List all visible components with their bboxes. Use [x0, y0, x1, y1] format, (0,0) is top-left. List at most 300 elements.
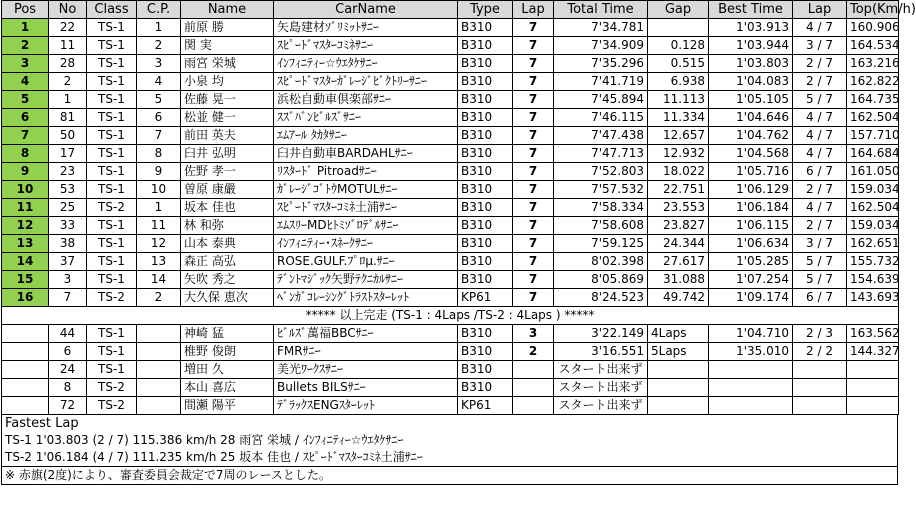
cell-carname: ｽﾋﾟｰﾄﾞﾏｽﾀｰｺﾐﾈｻﾆｰ — [274, 37, 458, 55]
cell-carname: ｴﾑｱｰﾙ ﾀｶﾀｻﾆｰ — [274, 127, 458, 145]
cell-cp: 1 — [137, 19, 181, 37]
cell-top-speed: 164.534 — [847, 37, 899, 55]
cell-best-time — [709, 397, 793, 415]
cell-no: 23 — [49, 163, 87, 181]
cell-total-time: 7'57.532 — [554, 181, 648, 199]
cell-class: TS-1 — [87, 109, 137, 127]
cell-no: 22 — [49, 19, 87, 37]
cell-carname: ROSE.GULF.ﾌﾟﾛμ.ｻﾆｰ — [274, 253, 458, 271]
cell-type: B310 — [458, 37, 513, 55]
cell-total-time: 8'24.523 — [554, 289, 648, 307]
cell-cp: 10 — [137, 181, 181, 199]
cell-pos: 4 — [2, 73, 49, 91]
cell-name: 佐藤 晃一 — [181, 91, 274, 109]
table-row — [2, 91, 899, 109]
cell-top-speed: 163.216 — [847, 55, 899, 73]
cell-carname: ｲﾝﾌｨﾆﾃｨｰ･ｽﾈｰｸｻﾆｰ — [274, 235, 458, 253]
cell-total-time: スタート出来ず — [554, 397, 648, 415]
cell-class: TS-2 — [87, 289, 137, 307]
cell-gap: 18.022 — [648, 163, 709, 181]
cell-name: 松並 健一 — [181, 109, 274, 127]
cell-top-speed: 144.327 — [847, 343, 899, 361]
cell-lap: 2 — [513, 343, 554, 361]
cell-best-lap: 5 / 7 — [793, 253, 847, 271]
cell-total-time: 7'52.803 — [554, 163, 648, 181]
header-total-time: Total Time — [554, 1, 648, 19]
cell-type: B310 — [458, 217, 513, 235]
cell-best-time: 1'04.568 — [709, 145, 793, 163]
cell-class: TS-2 — [87, 199, 137, 217]
cell-pos: 5 — [2, 91, 49, 109]
cell-class: TS-1 — [87, 343, 137, 361]
cell-name: 増田 久 — [181, 361, 274, 379]
cell-class: TS-2 — [87, 379, 137, 397]
cell-pos: 15 — [2, 271, 49, 289]
cell-top-speed: 160.906 — [847, 19, 899, 37]
cell-cp: 1 — [137, 199, 181, 217]
cell-carname: ｽｽﾞﾊﾞﾝﾋﾞﾙｽﾞｻﾆｰ — [274, 109, 458, 127]
cell-best-time: 1'06.634 — [709, 235, 793, 253]
cell-best-lap: 4 / 7 — [793, 145, 847, 163]
cell-gap: 6.938 — [648, 73, 709, 91]
cell-gap: 12.932 — [648, 145, 709, 163]
cell-lap — [513, 379, 554, 397]
cell-no: 17 — [49, 145, 87, 163]
cell-type: B310 — [458, 127, 513, 145]
table-row — [2, 19, 899, 37]
table-row — [2, 397, 899, 415]
cell-type: B310 — [458, 379, 513, 397]
cell-carname: ｽﾋﾟｰﾄﾞﾏｽﾀｰｺﾐﾈ土浦ｻﾆｰ — [274, 199, 458, 217]
cell-best-time: 1'07.254 — [709, 271, 793, 289]
cell-carname: 矢島建材ｿﾞﾘﾐｯﾄｻﾆｰ — [274, 19, 458, 37]
cell-lap: 7 — [513, 181, 554, 199]
cell-no: 72 — [49, 397, 87, 415]
cell-lap: 7 — [513, 73, 554, 91]
cell-best-lap: 3 / 7 — [793, 37, 847, 55]
cell-pos: 9 — [2, 163, 49, 181]
cell-name: 曽原 康嚴 — [181, 181, 274, 199]
cell-pos — [2, 397, 49, 415]
cell-class: TS-1 — [87, 73, 137, 91]
cell-type: B310 — [458, 199, 513, 217]
cell-top-speed — [847, 361, 899, 379]
cell-lap: 7 — [513, 127, 554, 145]
cell-top-speed — [847, 397, 899, 415]
cell-cp: 5 — [137, 91, 181, 109]
fastest-lap-section — [1, 415, 898, 485]
cell-best-lap: 2 / 7 — [793, 217, 847, 235]
cell-name: 小泉 均 — [181, 73, 274, 91]
header-row — [2, 1, 899, 19]
cell-gap: 24.344 — [648, 235, 709, 253]
cell-class: TS-1 — [87, 37, 137, 55]
cell-total-time: 7'34.909 — [554, 37, 648, 55]
cell-best-lap: 2 / 7 — [793, 73, 847, 91]
results-table — [1, 0, 916, 415]
cell-carname: ﾍﾞﾝｶﾞｺﾚｰｼﾝｸﾞﾄﾗｽﾄｽﾀｰﾚｯﾄ — [274, 289, 458, 307]
cell-no: 33 — [49, 217, 87, 235]
cell-best-lap — [793, 379, 847, 397]
cell-name: 臼井 弘明 — [181, 145, 274, 163]
cell-best-lap: 4 / 7 — [793, 109, 847, 127]
cell-type: B310 — [458, 55, 513, 73]
cell-top-speed: 155.732 — [847, 253, 899, 271]
cell-class: TS-1 — [87, 19, 137, 37]
cell-cp: 13 — [137, 253, 181, 271]
cell-cp: 11 — [137, 217, 181, 235]
cell-no: 50 — [49, 127, 87, 145]
cell-best-time: 1'03.944 — [709, 37, 793, 55]
cell-top-speed: 162.504 — [847, 109, 899, 127]
cell-total-time: スタート出来ず — [554, 361, 648, 379]
cell-top-speed: 159.034 — [847, 217, 899, 235]
cell-no: 44 — [49, 325, 87, 343]
table-row — [2, 379, 899, 397]
cell-total-time: 7'46.115 — [554, 109, 648, 127]
table-row — [2, 289, 899, 307]
cell-name: 林 和弥 — [181, 217, 274, 235]
fastest-lap-ts1: TS-1 1'03.803 (2 / 7) 115.386 km/h 28 雨宮 栄城 / ｲﾝﾌｨﾆﾃｨｰ☆ｳｴﾀｹｻﾆｰ — [5, 433, 404, 447]
cell-class: TS-1 — [87, 253, 137, 271]
cell-top-speed: 162.651 — [847, 235, 899, 253]
cell-gap: 0.128 — [648, 37, 709, 55]
cell-carname: ﾃﾞﾗｯｸｽENGｽﾀｰﾚｯﾄ — [274, 397, 458, 415]
cell-class: TS-1 — [87, 91, 137, 109]
cell-top-speed: 162.504 — [847, 199, 899, 217]
cell-cp: 14 — [137, 271, 181, 289]
header-pos: Pos — [2, 1, 49, 19]
cell-best-time: 1'35.010 — [709, 343, 793, 361]
cell-class: TS-1 — [87, 325, 137, 343]
cell-best-time: 1'04.083 — [709, 73, 793, 91]
cell-pos: 6 — [2, 109, 49, 127]
cell-best-time: 1'05.716 — [709, 163, 793, 181]
header-class: Class — [87, 1, 137, 19]
cell-best-time: 1'06.184 — [709, 199, 793, 217]
cell-name: 神崎 猛 — [181, 325, 274, 343]
cell-best-time: 1'04.710 — [709, 325, 793, 343]
header-no: No — [49, 1, 87, 19]
cell-no: 53 — [49, 181, 87, 199]
cell-type: B310 — [458, 361, 513, 379]
cell-carname: ｴﾑｽﾘｰMDﾋﾄﾐｿﾞﾛﾃﾞﾙｻﾆｰ — [274, 217, 458, 235]
cell-pos: 13 — [2, 235, 49, 253]
cell-name: 関 実 — [181, 37, 274, 55]
table-row — [2, 55, 899, 73]
cell-top-speed — [847, 379, 899, 397]
cell-carname: ｽﾋﾟｰﾄﾞﾏｽﾀｰｶﾞﾚｰｼﾞﾋﾞｸﾄﾘｰｻﾆｰ — [274, 73, 458, 91]
cell-cp: 7 — [137, 127, 181, 145]
header-lap: Lap — [513, 1, 554, 19]
cell-no: 81 — [49, 109, 87, 127]
cell-cp: 6 — [137, 109, 181, 127]
cell-no: 25 — [49, 199, 87, 217]
table-row — [2, 361, 899, 379]
cell-best-lap: 4 / 7 — [793, 199, 847, 217]
cell-best-time: 1'03.913 — [709, 19, 793, 37]
cell-best-time: 1'09.174 — [709, 289, 793, 307]
header-gap: Gap — [648, 1, 709, 19]
cell-name: 前田 英夫 — [181, 127, 274, 145]
cell-class: TS-1 — [87, 163, 137, 181]
cell-lap: 3 — [513, 325, 554, 343]
cell-name: 佐野 孝一 — [181, 163, 274, 181]
cell-name: 山本 泰典 — [181, 235, 274, 253]
cell-gap: 11.113 — [648, 91, 709, 109]
cell-type: B310 — [458, 109, 513, 127]
cell-gap: 11.334 — [648, 109, 709, 127]
cell-lap: 7 — [513, 55, 554, 73]
table-row — [2, 199, 899, 217]
cell-pos: 8 — [2, 145, 49, 163]
table-row — [2, 163, 899, 181]
cell-total-time: 7'34.781 — [554, 19, 648, 37]
cell-lap: 7 — [513, 19, 554, 37]
cell-lap — [513, 397, 554, 415]
cell-carname: 美光ﾜｰｸｽｻﾆｰ — [274, 361, 458, 379]
cell-lap: 7 — [513, 37, 554, 55]
cell-gap: 22.751 — [648, 181, 709, 199]
cell-class: TS-1 — [87, 361, 137, 379]
cell-gap: 4Laps — [648, 325, 709, 343]
cell-carname: ｲﾝﾌｨﾆﾃｨｰ☆ｳｴﾀｹｻﾆｰ — [274, 55, 458, 73]
cell-top-speed: 161.050 — [847, 163, 899, 181]
cell-gap: 12.657 — [648, 127, 709, 145]
cell-top-speed: 162.822 — [847, 73, 899, 91]
cell-class: TS-1 — [87, 127, 137, 145]
cell-gap: 23.553 — [648, 199, 709, 217]
table-row — [2, 73, 899, 91]
cell-pos: 3 — [2, 55, 49, 73]
cell-type: KP61 — [458, 289, 513, 307]
cell-pos: 14 — [2, 253, 49, 271]
cell-name: 矢吹 秀之 — [181, 271, 274, 289]
cell-lap: 7 — [513, 271, 554, 289]
cell-pos: 7 — [2, 127, 49, 145]
cell-best-time — [709, 379, 793, 397]
race-note: ※ 赤旗(2度)により、審査委員会裁定で7周のレースとした。 — [2, 466, 897, 484]
cell-gap: 0.515 — [648, 55, 709, 73]
cell-lap — [513, 361, 554, 379]
cell-best-time: 1'04.762 — [709, 127, 793, 145]
table-row — [2, 325, 899, 343]
cell-best-lap: 4 / 7 — [793, 127, 847, 145]
cell-lap: 7 — [513, 235, 554, 253]
cell-pos: 12 — [2, 217, 49, 235]
cell-carname: ﾋﾞﾙｽﾞ萬福BBCｻﾆｰ — [274, 325, 458, 343]
cell-type: B310 — [458, 145, 513, 163]
cell-best-time: 1'06.129 — [709, 181, 793, 199]
cell-best-lap: 5 / 7 — [793, 271, 847, 289]
cell-best-lap: 3 / 7 — [793, 235, 847, 253]
cell-total-time: 7'35.296 — [554, 55, 648, 73]
cell-best-lap: 5 / 7 — [793, 91, 847, 109]
cell-type: B310 — [458, 271, 513, 289]
cell-top-speed: 154.639 — [847, 271, 899, 289]
header-cp: C.P. — [137, 1, 181, 19]
cell-total-time: 7'41.719 — [554, 73, 648, 91]
cell-best-lap: 2 / 7 — [793, 181, 847, 199]
cell-name: 間瀬 陽平 — [181, 397, 274, 415]
cell-pos: 16 — [2, 289, 49, 307]
cell-lap: 7 — [513, 217, 554, 235]
cell-no: 3 — [49, 271, 87, 289]
cell-best-time: 1'04.646 — [709, 109, 793, 127]
cell-carname: 浜松自動車倶楽部ｻﾆｰ — [274, 91, 458, 109]
cell-total-time: 7'47.438 — [554, 127, 648, 145]
finishers-separator: ***** 以上完走 (TS-1 : 4Laps /TS-2 : 4Laps ) ***** — [2, 307, 899, 325]
table-row — [2, 343, 899, 361]
table-row — [2, 271, 899, 289]
cell-type: B310 — [458, 235, 513, 253]
cell-lap: 7 — [513, 199, 554, 217]
cell-total-time: 3'16.551 — [554, 343, 648, 361]
cell-gap — [648, 361, 709, 379]
cell-top-speed: 143.693 — [847, 289, 899, 307]
cell-best-lap: 6 / 7 — [793, 289, 847, 307]
finishers-separator-row — [2, 307, 899, 325]
cell-total-time: 7'58.334 — [554, 199, 648, 217]
cell-pos: 1 — [2, 19, 49, 37]
cell-best-lap: 2 / 3 — [793, 325, 847, 343]
cell-cp: 9 — [137, 163, 181, 181]
table-row — [2, 181, 899, 199]
header-best-time: Best Time — [709, 1, 793, 19]
cell-class: TS-1 — [87, 145, 137, 163]
cell-best-lap — [793, 397, 847, 415]
cell-pos — [2, 343, 49, 361]
cell-pos: 11 — [2, 199, 49, 217]
cell-top-speed: 159.034 — [847, 181, 899, 199]
cell-best-lap: 4 / 7 — [793, 19, 847, 37]
cell-lap: 7 — [513, 289, 554, 307]
cell-name: 椎野 俊朗 — [181, 343, 274, 361]
cell-no: 28 — [49, 55, 87, 73]
cell-type: B310 — [458, 343, 513, 361]
cell-carname: ﾘｽﾀｰﾄﾞ Pitroadｻﾆｰ — [274, 163, 458, 181]
table-row — [2, 217, 899, 235]
cell-gap: 49.742 — [648, 289, 709, 307]
cell-cp: 12 — [137, 235, 181, 253]
cell-best-lap — [793, 361, 847, 379]
cell-total-time: 7'47.713 — [554, 145, 648, 163]
cell-no: 1 — [49, 91, 87, 109]
cell-carname: ﾃﾞﾝﾄﾏｼﾞｯｸ矢野ﾃｸﾆｶﾙｻﾆｰ — [274, 271, 458, 289]
cell-pos — [2, 325, 49, 343]
cell-class: TS-1 — [87, 217, 137, 235]
cell-name: 本山 喜広 — [181, 379, 274, 397]
cell-lap: 7 — [513, 91, 554, 109]
cell-type: B310 — [458, 325, 513, 343]
cell-top-speed: 157.710 — [847, 127, 899, 145]
cell-gap: 5Laps — [648, 343, 709, 361]
table-row — [2, 253, 899, 271]
cell-no: 6 — [49, 343, 87, 361]
table-row — [2, 145, 899, 163]
cell-name: 森正 高弘 — [181, 253, 274, 271]
cell-total-time: 7'45.894 — [554, 91, 648, 109]
cell-gap — [648, 379, 709, 397]
cell-type: KP61 — [458, 397, 513, 415]
cell-cp: 8 — [137, 145, 181, 163]
cell-top-speed: 164.735 — [847, 91, 899, 109]
header-top-speed: Top(Km/h) — [847, 1, 899, 19]
cell-best-time: 1'05.105 — [709, 91, 793, 109]
cell-total-time: 8'05.869 — [554, 271, 648, 289]
cell-name: 雨宮 栄城 — [181, 55, 274, 73]
cell-class: TS-1 — [87, 271, 137, 289]
cell-cp — [137, 325, 181, 343]
cell-best-lap: 2 / 7 — [793, 55, 847, 73]
cell-class: TS-2 — [87, 397, 137, 415]
cell-class: TS-1 — [87, 235, 137, 253]
cell-lap: 7 — [513, 109, 554, 127]
cell-gap — [648, 19, 709, 37]
cell-pos: 2 — [2, 37, 49, 55]
cell-top-speed: 163.562 — [847, 325, 899, 343]
header-best-lap: Lap — [793, 1, 847, 19]
cell-total-time: 3'22.149 — [554, 325, 648, 343]
cell-type: B310 — [458, 19, 513, 37]
cell-carname: Bullets BILSｻﾆｰ — [274, 379, 458, 397]
cell-no: 38 — [49, 235, 87, 253]
table-row — [2, 127, 899, 145]
cell-total-time: 8'02.398 — [554, 253, 648, 271]
cell-lap: 7 — [513, 253, 554, 271]
cell-top-speed: 164.684 — [847, 145, 899, 163]
cell-total-time: スタート出来ず — [554, 379, 648, 397]
cell-no: 8 — [49, 379, 87, 397]
cell-no: 24 — [49, 361, 87, 379]
cell-cp: 2 — [137, 289, 181, 307]
cell-type: B310 — [458, 91, 513, 109]
cell-lap: 7 — [513, 145, 554, 163]
cell-pos — [2, 361, 49, 379]
cell-name: 大久保 恵次 — [181, 289, 274, 307]
cell-total-time: 7'59.125 — [554, 235, 648, 253]
cell-name: 坂本 佳也 — [181, 199, 274, 217]
table-row — [2, 37, 899, 55]
cell-cp — [137, 361, 181, 379]
cell-pos — [2, 379, 49, 397]
table-row — [2, 235, 899, 253]
cell-gap — [648, 397, 709, 415]
fastest-lap-ts2: TS-2 1'06.184 (4 / 7) 111.235 km/h 25 坂本 佳也 / ｽﾋﾟｰﾄﾞﾏｽﾀｰｺﾐﾈ土浦ｻﾆｰ — [5, 450, 423, 464]
cell-pos: 10 — [2, 181, 49, 199]
cell-lap: 7 — [513, 163, 554, 181]
cell-cp — [137, 343, 181, 361]
cell-name: 前原 勝 — [181, 19, 274, 37]
cell-no: 11 — [49, 37, 87, 55]
cell-gap: 23.827 — [648, 217, 709, 235]
fastest-lap-title: Fastest Lap — [5, 416, 79, 431]
cell-no: 7 — [49, 289, 87, 307]
header-name: Name — [181, 1, 274, 19]
cell-cp: 4 — [137, 73, 181, 91]
header-type: Type — [458, 1, 513, 19]
cell-best-time: 1'05.285 — [709, 253, 793, 271]
cell-cp: 2 — [137, 37, 181, 55]
cell-cp — [137, 379, 181, 397]
cell-type: B310 — [458, 163, 513, 181]
cell-cp — [137, 397, 181, 415]
table-row — [2, 109, 899, 127]
cell-no: 37 — [49, 253, 87, 271]
cell-gap: 31.088 — [648, 271, 709, 289]
cell-carname: ｶﾞﾚｰｼﾞｺﾞﾄｳMOTULｻﾆｰ — [274, 181, 458, 199]
cell-best-time: 1'03.803 — [709, 55, 793, 73]
